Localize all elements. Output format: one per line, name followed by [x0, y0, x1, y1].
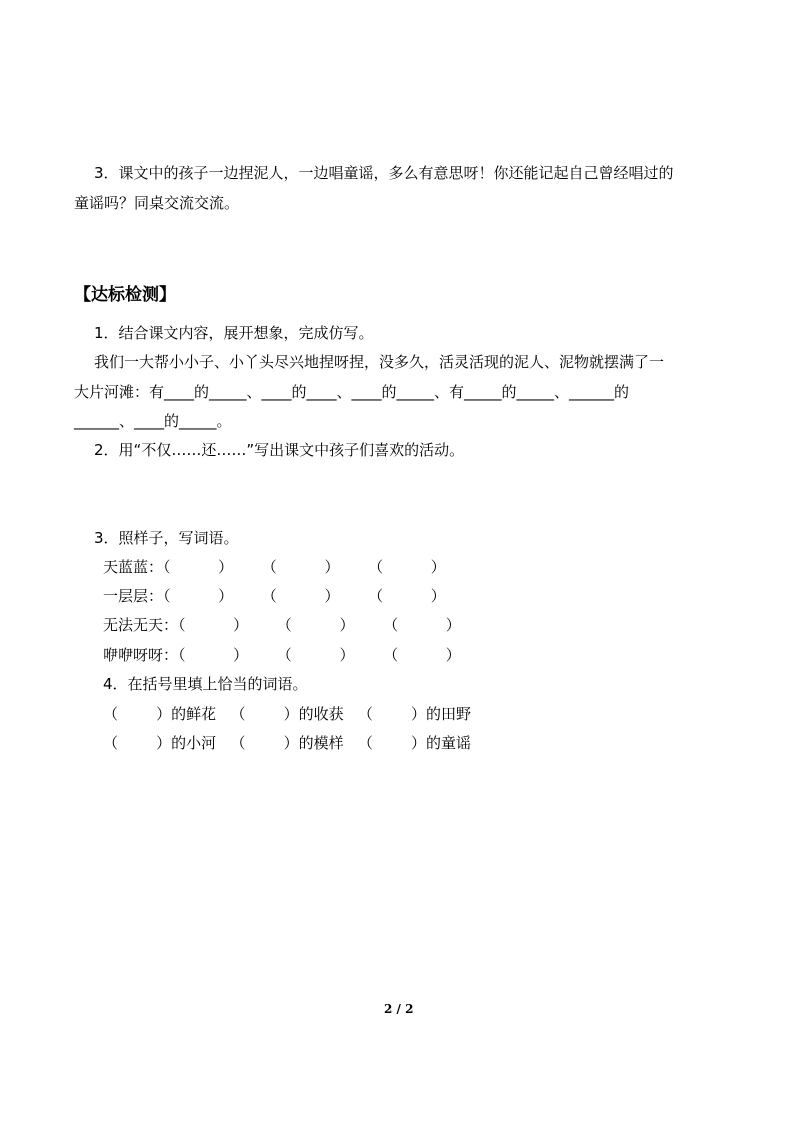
section-title: 【达标检测】 [74, 285, 176, 305]
q3-row-3: 无法无天：（ ） （ ） （ ） [103, 616, 461, 634]
q1-line-3: ______、____的_____。 [74, 412, 232, 430]
q3-title: 3．照样子，写词语。 [94, 529, 239, 547]
q3-row-1: 天蓝蓝：（ ） （ ） （ ） [103, 558, 446, 576]
q3-row-2: 一层层：（ ） （ ） （ ） [103, 587, 446, 605]
q3-intro-line-2: 童谣吗？同桌交流交流。 [74, 194, 240, 212]
q2-title: 2．用“不仅……还……”写出课文中孩子们喜欢的活动。 [94, 441, 465, 459]
q3-row-4: 咿咿呀呀：（ ） （ ） （ ） [103, 646, 461, 664]
q4-title: 4．在括号里填上恰当的词语。 [103, 675, 308, 693]
q1-title: 1．结合课文内容，展开想象，完成仿写。 [94, 324, 374, 342]
q4-row-2: （ ）的小河 （ ）的模样 （ ）的童谣 [103, 734, 472, 752]
q4-row-1: （ ）的鲜花 （ ）的收获 （ ）的田野 [103, 705, 472, 723]
page-number: 2 / 2 [384, 1002, 414, 1016]
q1-line-1: 我们一大帮小小子、小丫头尽兴地捏呀捏，没多久，活灵活现的泥人、泥物就摆满了一 [94, 353, 665, 371]
q3-intro-line-1: 3．课文中的孩子一边捏泥人，一边唱童谣，多么有意思呀！你还能记起自己曾经唱过的 [94, 164, 674, 182]
q1-line-2: 大片河滩：有____的_____、____的____、____的_____、有_____的_____、______的 [74, 383, 630, 401]
